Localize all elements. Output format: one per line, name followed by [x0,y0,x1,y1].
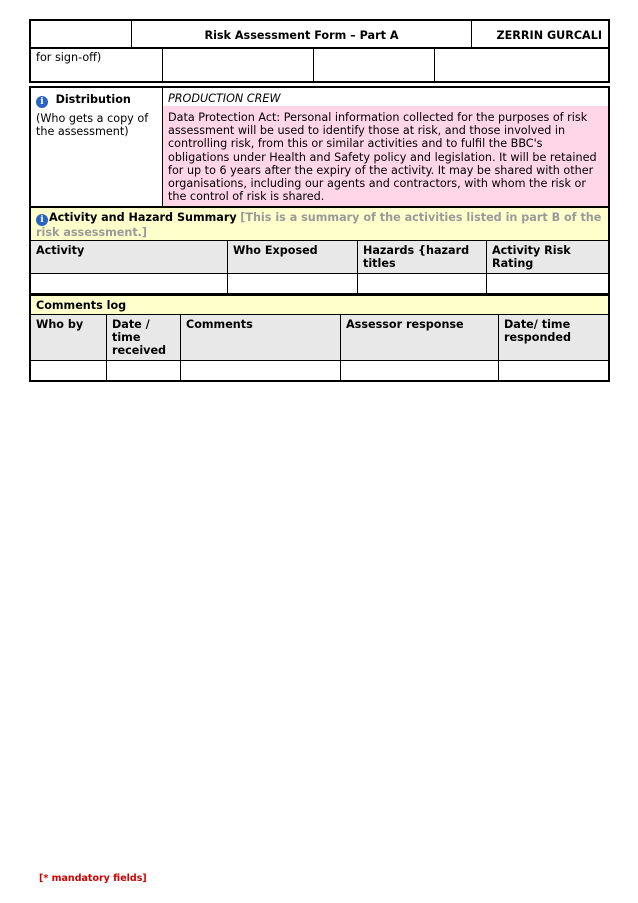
mandatory-fields-note: [* mandatory fields] [39,873,147,884]
column-header-activity: Activity [29,240,228,274]
comments-log-title: Comments log [29,294,610,315]
distribution-label: Distribution [55,93,131,106]
column-header-assessor-response: Assessor response [340,314,499,361]
signoff-cell-3[interactable] [434,48,610,83]
activity-summary-title: Activity and Hazard Summary [49,211,237,224]
column-header-risk-rating: Activity Risk Rating [486,240,610,274]
data-protection-notice: Data Protection Act: Personal information collected for the purposes of risk assessment will be used to identify those at risk, and those involved in controlling risk, from this or similar activities and to fulfil the BBC's obligations under Health and Safety policy and legislation. It will be retained for up to 6 years after the expiry of the activity. It may be shared with other organisations, including our agents and contractors, with whom the risk or the control of risk is shared. [162,106,610,207]
info-icon: i [36,96,48,108]
distribution-label-cell [29,86,163,207]
comments-cell[interactable] [180,360,341,382]
signoff-cell-1[interactable] [162,48,314,83]
info-icon: i [36,214,48,226]
author-name: ZERRIN GURCALI [471,19,610,49]
column-header-who-by: Who by [29,314,107,361]
activity-cell[interactable] [29,273,228,294]
activity-summary-note: [This is a summary of the activities listed in part B of the risk assessment.] [36,211,602,239]
header-empty-cell [29,19,132,49]
signoff-label: for sign-off) [29,48,163,83]
column-header-comments: Comments [180,314,341,361]
column-header-who-exposed: Who Exposed [227,240,358,274]
form-title: Risk Assessment Form – Part A [131,19,472,49]
column-header-date-received [106,314,181,361]
who-exposed-cell[interactable] [227,273,358,294]
risk-rating-cell[interactable] [486,273,610,294]
assessor-response-cell[interactable] [340,360,499,382]
distribution-description: (Who gets a copy of the assessment) [36,112,149,139]
date-received-label: Date / time received [112,318,167,358]
column-header-hazards: Hazards {hazard titles [357,240,487,274]
column-header-date-responded: Date/ time responded [498,314,610,361]
signoff-cell-2[interactable] [313,48,435,83]
date-received-cell[interactable] [106,360,181,382]
date-responded-cell[interactable] [498,360,610,382]
hazards-cell[interactable] [357,273,487,294]
who-by-cell[interactable] [29,360,107,382]
activity-summary-header [29,206,610,241]
distribution-value[interactable]: PRODUCTION CREW [162,86,610,107]
